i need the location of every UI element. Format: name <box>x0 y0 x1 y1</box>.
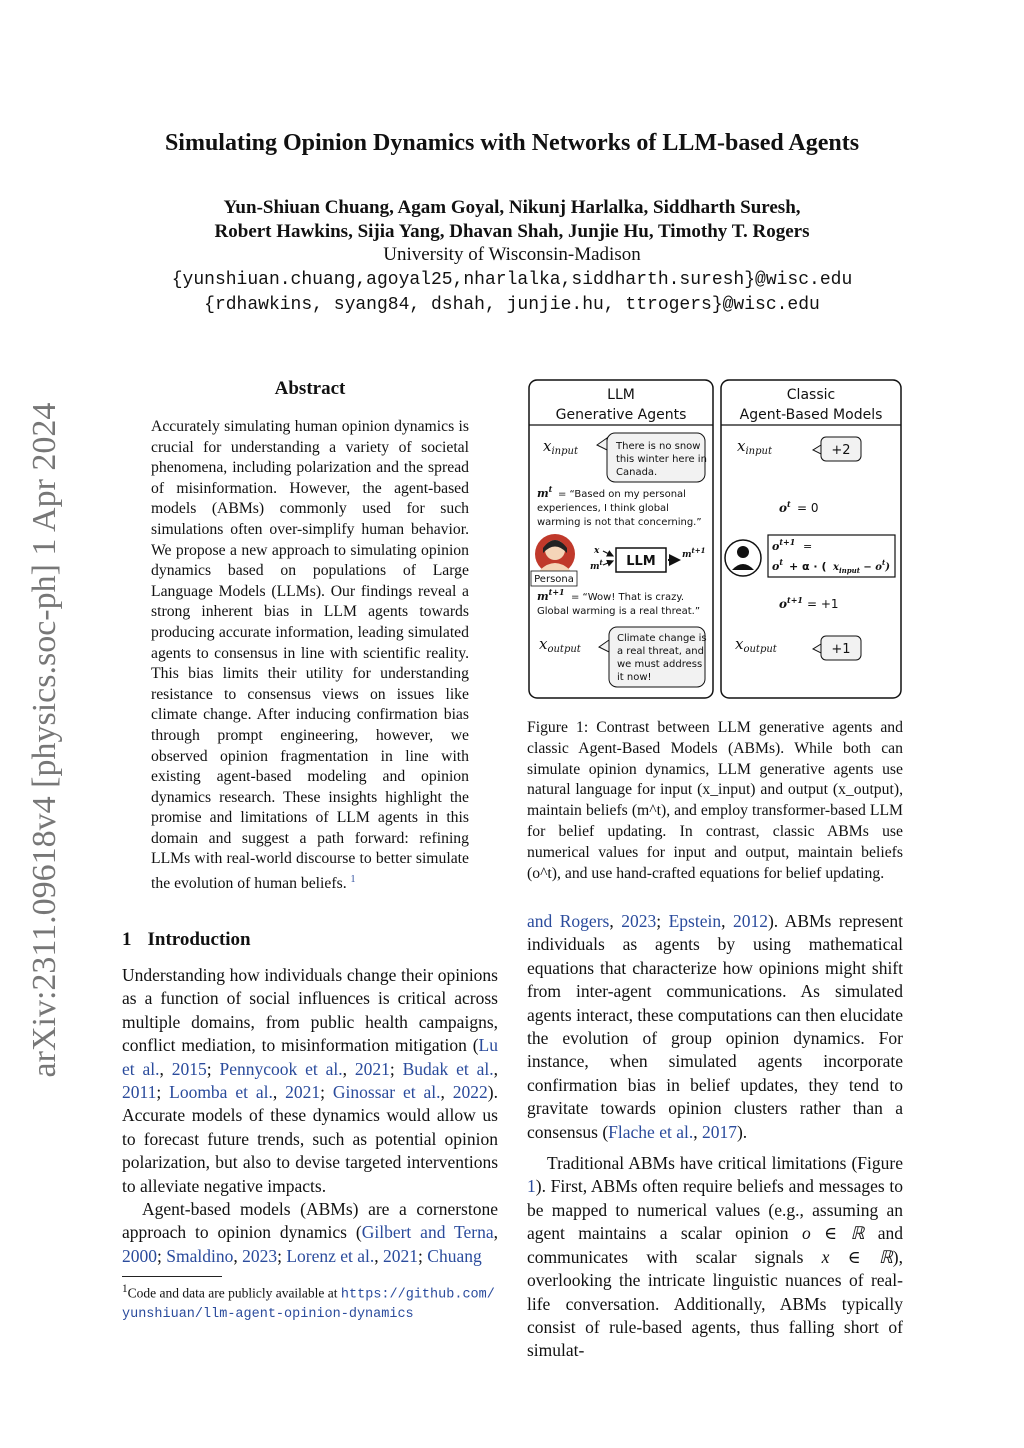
input-bubble-line-3: Canada. <box>616 467 658 478</box>
citation-link[interactable]: Ginossar et al. <box>332 1082 441 1103</box>
output-bubble-line-3: we must address <box>617 659 703 670</box>
paper-title: Simulating Opinion Dynamics with Networks of LLM-based Agents <box>164 130 860 156</box>
x-input-label: $x_{input}$ <box>543 437 578 457</box>
intro-paragraph-1: Understanding how individuals change their opinions as a function of social influences is critical across multiple domains, from public health campaigns, conflict mediation, to misinformation mitigation (Lu et al., 2015; Pennycook et al., 2021; Budak et al., 2011; Loomba et al., 2021; Ginossar et al., 2022). Accurate models of these dynamics would allow us to forecast future trends, such as potential opinion polarization, but also to devise targeted interventions to alleviate negative impacts. <box>122 965 499 1196</box>
email-line-2: {rdhawkins, syang84, dshah, junjie.hu, ttrogers}@wisc.edu <box>204 295 820 315</box>
output-bubble-line-4: it now! <box>617 672 652 683</box>
citation-link[interactable]: Lorenz et al. <box>286 1245 375 1266</box>
author-line-1: Yun-Shiuan Chuang, Agam Goyal, Nikunj Harlalka, Siddharth Suresh, <box>223 197 801 218</box>
arxiv-identifier: arXiv:2311.09618v4 [physics.soc-ph] 1 Apr 2024 <box>26 402 63 1078</box>
abm-x-input-label: $x_{input}$ <box>737 437 772 457</box>
section-number: 1 <box>122 929 132 950</box>
author-line-2: Robert Hawkins, Sijia Yang, Dhavan Shah, Junjie Hu, Timothy T. Rogers <box>214 221 810 242</box>
svg-text:x: x <box>594 546 600 556</box>
section-title: Introduction <box>147 929 251 950</box>
email-list <box>0 268 1024 318</box>
citation-link[interactable]: Lu et al. <box>122 1035 498 1079</box>
citation-link[interactable]: and Rogers <box>527 911 610 931</box>
citation-year[interactable]: 2015 <box>171 1058 207 1079</box>
citation-link[interactable]: Gilbert and Terna <box>361 1222 494 1243</box>
section-heading <box>122 929 251 951</box>
svg-text:ot+1: $o^{t+1}$ <box>772 537 796 553</box>
llm-box-label: LLM <box>626 554 656 569</box>
citation-year[interactable]: 2012 <box>732 911 768 931</box>
math-opinion: o ∈ ℝ <box>801 1223 865 1244</box>
svg-text:ot: $o^t$ <box>779 499 791 515</box>
svg-text:mt: $m^t$ <box>537 484 553 500</box>
intro-paragraph-2: Agent-based models (ABMs) are a cornerstone approach to opinion dynamics (Gilbert and Terna, 2000; Smaldino, 2023; Lorenz et al., 2021; Chuang <box>122 1199 498 1266</box>
abstract-heading: Abstract <box>274 378 346 399</box>
right-panel-title-2: Agent-Based Models <box>739 407 883 423</box>
abm-update-eq: = <box>803 540 813 553</box>
svg-text:ot+1: $o^{t+1}$ <box>779 595 803 611</box>
abstract-text <box>151 417 469 895</box>
abstract-body: Accurately simulating human opinion dynamics is crucial for understanding a variety of societal phenomena, including polarization and the spread of misinformation. However, the agent-based models (ABMs) commonly used for such simulations often over-simplify human behavior. We propose a new approach to simulating opinion dynamics based on populations of Large Language Models (LLMs). Our findings reveal a strong inherent bias in LLM agents towards producing accurate information, leading simulated agents to consensus in line with scientific reality. This bias limits their utility for understanding resistance to consensus views on issues like climate change. After inducing confirmation bias through prompt engineering, however, we observed opinion fragmentation in line with existing agent-based modeling and opinion dynamics research. These insights highlight the promise and limitations of LLM agents in this domain and suggest a path forward: refining LLMs with real-world discourse to better simulate the evolution of human beliefs. <box>151 418 469 893</box>
belief-mt1-line-2: Global warming is a real threat.” <box>537 606 701 617</box>
citation-year[interactable]: 2023 <box>242 1245 278 1266</box>
citation-year[interactable]: 2021 <box>354 1058 390 1079</box>
abm-avatar-icon <box>725 540 761 576</box>
input-bubble-line-2: this winter here in <box>616 454 707 465</box>
citation-year[interactable]: 2022 <box>452 1082 488 1103</box>
intro-paragraph-3: and Rogers, 2023; Epstein, 2012). ABMs represent individuals as agents by using mathematical equations that characterize how opinions might shift from inter-agent communications. As simulated agents interact, these computations can then elucidate the evolution of group opinion dynamics. For instance, when simulated agents incorporate confirmation bias in belief updates, they tend to gravitate towards opinion clusters rather than a consensus (Flache et al., 2017). <box>527 911 903 1142</box>
abm-ot-value: = 0 <box>797 501 819 515</box>
svg-text:mt+1: $m^{t+1}$ <box>682 546 706 560</box>
citation-link[interactable]: Pennycook et al. <box>219 1058 343 1079</box>
email-line-1: {yunshiuan.chuang,agoyal25,nharlalka,siddharth.suresh}@wisc.edu <box>171 270 853 290</box>
citation-year[interactable]: 2023 <box>621 911 657 931</box>
right-panel-title-1: Classic <box>786 387 836 403</box>
abm-ot1-value: = +1 <box>807 597 839 611</box>
citation-link[interactable]: Loomba et al. <box>169 1082 273 1103</box>
citation-year[interactable]: 2000 <box>122 1245 157 1266</box>
citation-link[interactable]: Chuang <box>427 1245 482 1266</box>
left-panel-title-2: Generative Agents <box>555 407 687 423</box>
figure-1-caption: Figure 1: Contrast between LLM generative agents and classic Agent-Based Models (ABMs). While both can simulate opinion dynamics, LLM generative agents use natural language for input (x_input) and output (x_output), maintain beliefs (m^t), and employ transformer-based LLM for belief updating. In contrast, classic ABMs use numerical values for input and output, maintain beliefs (o^t), and use hand-crafted equations for belief updating. <box>527 719 903 882</box>
footnote-divider <box>122 1276 222 1277</box>
citation-year[interactable]: 2011 <box>122 1082 157 1103</box>
svg-text:mt+1: $m^{t+1}$ <box>537 587 565 603</box>
output-bubble-line-2: a real threat, and <box>617 646 704 657</box>
input-bubble-line-1: There is no snow <box>616 441 701 452</box>
x-output-label: $x_{output}$ <box>539 635 581 655</box>
citation-year[interactable]: 2021 <box>285 1082 321 1103</box>
persona-label: Persona <box>534 574 574 585</box>
figure-1-diagram <box>527 378 903 700</box>
code-repository-link[interactable]: https://github.com/yunshiuan/llm-agent-opinion-dynamics <box>122 1287 495 1322</box>
author-list <box>0 196 1024 244</box>
math-signal: x ∈ ℝ <box>821 1246 893 1267</box>
intro-right-column <box>527 910 903 1363</box>
affiliation: University of Wisconsin-Madison <box>383 244 641 265</box>
figure-reference-link[interactable]: 1 <box>527 1176 536 1197</box>
citation-link[interactable]: Smaldino <box>166 1245 234 1266</box>
citation-year[interactable]: 2017 <box>701 1121 737 1142</box>
abm-x-output-label: $x_{output}$ <box>735 635 777 655</box>
svg-text:xinput − ot): $x_{input} - o^t$) <box>833 558 890 575</box>
left-panel-title-1: LLM <box>607 387 635 403</box>
intro-paragraph-4: Traditional ABMs have critical limitations (Figure 1). First, ABMs often require beliefs and messages to be mapped to numerical values (e.g., assuming an agent maintains a scalar opinion o ∈ ℝ and communicates with scalar signals x ∈ ℝ), overlooking the intricate linguistic nuances of real-life conversation. Additionally, ABMs typically consist of rule-based agents, thus falling short of simulat- <box>527 1153 903 1361</box>
svg-text:mt: $m^t$ <box>590 558 603 572</box>
persona-avatar-icon <box>535 534 575 574</box>
abm-output-value: +1 <box>831 642 851 657</box>
footnote: $^1$Code and data are publicly available at https://github.com/yunshiuan/llm-agent-opinion-dynamics <box>122 1283 495 1322</box>
output-bubble-line-1: Climate change is <box>617 633 707 644</box>
svg-text:ot: $o^t$ <box>772 557 784 573</box>
footnote-marker[interactable]: 1 <box>350 874 356 886</box>
belief-mt-line-3: warming is not that concerning.” <box>537 517 702 528</box>
citation-link[interactable]: Flache et al. <box>608 1121 694 1142</box>
belief-mt-line-2: experiences, I think global <box>537 503 669 514</box>
intro-left-column <box>122 964 498 1268</box>
belief-mt1-line-1: = “Wow! That is crazy. <box>571 592 685 603</box>
citation-year[interactable]: 2021 <box>383 1245 419 1266</box>
abm-update-alpha: + α · ( <box>789 560 827 573</box>
citation-link[interactable]: Budak et al. <box>402 1058 494 1079</box>
citation-link[interactable]: Epstein <box>668 911 722 931</box>
abm-input-value: +2 <box>831 443 851 458</box>
belief-mt-line-1: = “Based on my personal <box>558 489 686 500</box>
